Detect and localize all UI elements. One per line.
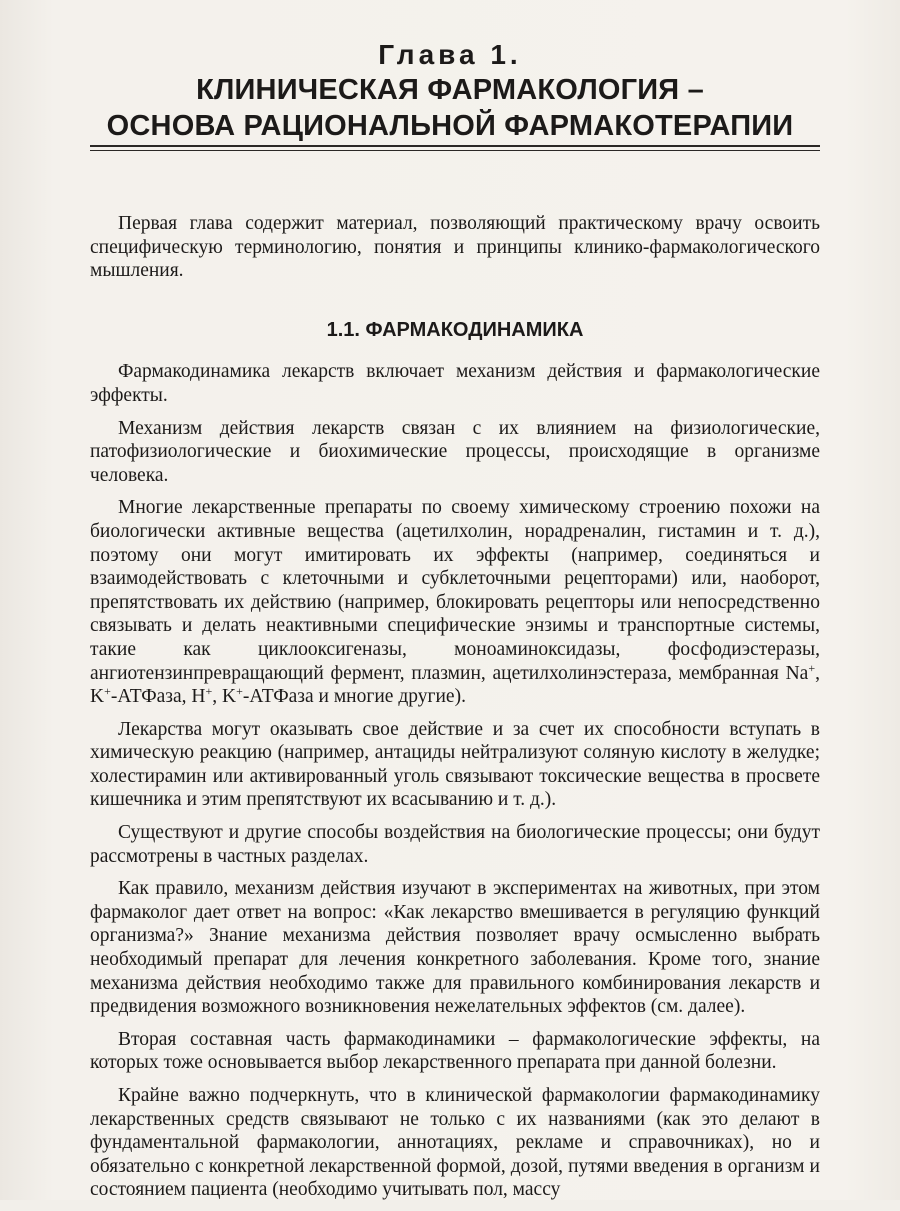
section-title: 1.1. ФАРМАКОДИНАМИКА	[326, 318, 584, 341]
paragraph-7: Крайне важно подчеркнуть, что в клинической фармакологии фармакодинамику лекарственных средств связывают не только с их названиями (как это делают в фундаментальной фармакологии, аннотациях, рекламе и справочниках), но и обязательно с конкретной лекарственной формой, дозой, путями введения в организм и состоянием пациента (необходимо учитывать пол, массу	[90, 1085, 820, 1201]
receptor-text-2: , K	[90, 662, 820, 708]
receptor-text-1: Многие лекарственные препараты по своему химическому строению похожи на биологически активные вещества (ацетилхолин, норадреналин, гистамин и т. д.), поэтому они могут имитировать их эффекты (например, соединяться и взаимодействовать с клеточными и субклеточными рецепторами) или, наоборот, препятствовать их действию (например, блокировать рецепторы или непосредственно связывать и делать неактивными специфические энзимы и транспортные системы, такие как циклооксигеназы, моноаминоксидазы, фосфодиэстеразы, ангиотензинпревращающий фермент, плазмин, ацетилхолинэстераза, мембранная Na	[90, 497, 820, 684]
superscript-plus-1: +	[808, 660, 816, 675]
paragraph-5: Как правило, механизм действия изучают в экспериментах на животных, при этом фармаколог дает ответ на вопрос: «Как лекарство вмешивается в регуляцию функций организма?» Знание механизма действия позволяет врачу осмысленно выбрать необходимый препарат для лечения конкретного заболевания. Кроме того, знание механизма действия необходимо также для правильного комбинирования лекарств и предвидения возможного возникновения нежелательных эффектов (см. далее).	[90, 878, 820, 1018]
paragraph-receptors	[90, 496, 820, 708]
superscript-plus-2: +	[104, 684, 111, 699]
paragraph-6: Вторая составная часть фармакодинамики – фармакологические эффекты, на которых тоже основывается выбор лекарственного препарата при данной болезни.	[90, 1028, 820, 1074]
superscript-plus-3: +	[205, 684, 213, 699]
paragraph-3: Лекарства могут оказывать свое действие и за счет их способности вступать в химическую реакцию (например, антациды нейтрализуют соляную кислоту в желудке; холестирамин или активированный уголь связывают токсические вещества в просвете кишечника и этим препятствуют их всасыванию и т. д.).	[90, 718, 820, 811]
heading-divider-thick	[90, 145, 820, 147]
paragraph-4: Существуют и другие способы воздействия на биологические процессы; они будут рассмотрены в частных разделах.	[90, 822, 820, 867]
paragraph-2: Механизм действия лекарств связан с их влиянием на физиологические, патофизиологические и биохимические процессы, происходящие в организме человека.	[90, 417, 820, 486]
receptor-text-5: -АТФаза и многие другие).	[242, 686, 466, 708]
chapter-heading	[0, 38, 900, 144]
chapter-title-line-1: КЛИНИЧЕСКАЯ ФАРМАКОЛОГИЯ –	[196, 74, 704, 106]
chapter-title-line-2: ОСНОВА РАЦИОНАЛЬНОЙ ФАРМАКОТЕРАПИИ	[106, 110, 794, 142]
heading-divider-thin	[90, 150, 820, 151]
chapter-label: Глава 1.	[378, 39, 522, 70]
paragraph-1: Фармакодинамика лекарств включает механизм действия и фармакологические эффекты.	[90, 361, 820, 406]
superscript-plus-4: +	[236, 684, 243, 699]
receptor-text-3: -АТФаза, H	[110, 686, 206, 708]
intro-paragraph: Первая глава содержит материал, позволяющий практическому врачу освоить специфическую терминологию, понятия и принципы клинико-фармакологического мышления.	[90, 213, 820, 282]
page-body	[90, 212, 820, 1211]
receptor-text-4: , K	[212, 686, 237, 708]
